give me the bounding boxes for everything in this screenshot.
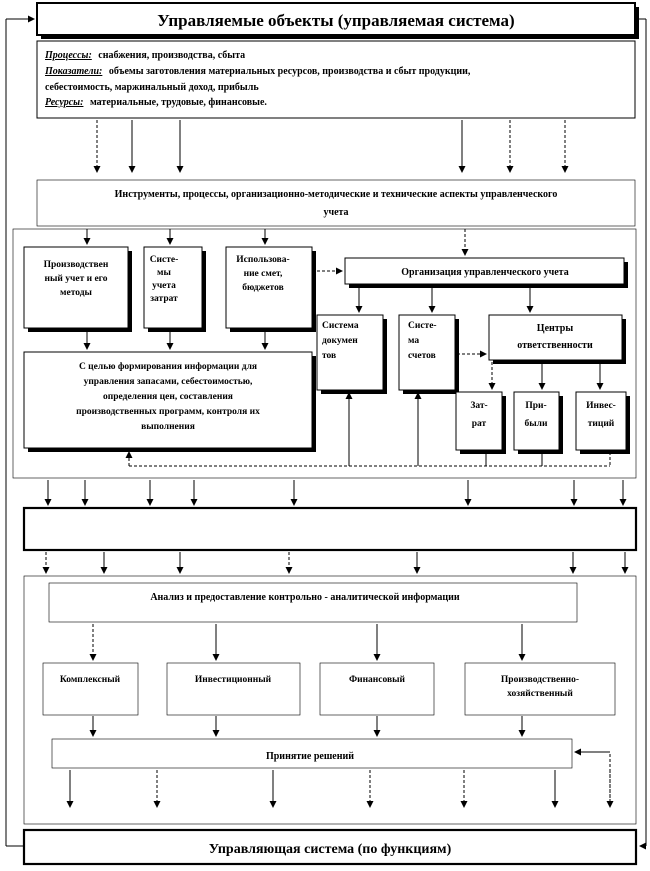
financial-analysis-label: Финансовый <box>348 675 406 685</box>
budgets-line-1: Использова- <box>236 255 290 265</box>
cost-systems-line-4: затрат <box>150 294 178 304</box>
responsibility-centers-line-2: ответственности <box>517 340 593 351</box>
purpose-line-5: выполнения <box>141 422 195 432</box>
indicators-label: Показатели: <box>45 66 103 77</box>
resources-text: материальные, трудовые, финансовые. <box>89 97 267 108</box>
cost-systems-line-3: учета <box>152 281 176 291</box>
cost-systems-line-1: Систе- <box>149 255 179 265</box>
document-system-line-3: тов <box>322 351 337 361</box>
managed-objects-title: Управляемые объекты (управляемая система) <box>157 11 515 30</box>
indicators-text-1: объемы заготовления материальных ресурсов, производства и сбыт продукции, <box>108 66 471 77</box>
profit-center-line-1: При- <box>525 401 547 411</box>
accounts-system-line-1: Систе- <box>408 321 437 331</box>
accounts-system-line-3: счетов <box>408 351 436 361</box>
purpose-line-2: управления запасами, себестоимостью, <box>83 377 253 387</box>
cost-systems-line-2: мы <box>157 268 171 278</box>
indicators-text-2: себестоимость, маржинальный доход, прибыль <box>45 82 259 93</box>
financial-analysis-box <box>320 663 434 715</box>
complex-analysis-label: Комплексный <box>59 675 121 685</box>
complex-analysis-box <box>43 663 138 715</box>
purpose-line-4: производственных программ, контроля их <box>76 407 260 417</box>
budgets-line-3: бюджетов <box>242 283 284 293</box>
accounts-system-line-2: ма <box>408 336 420 346</box>
purpose-line-3: определения цен, составления <box>103 392 233 402</box>
investment-center-line-1: Инвес- <box>586 401 616 411</box>
purpose-line-1: С целью формирования информации для <box>78 362 258 372</box>
processes-text: снабжения, производства, сбыта <box>98 50 246 61</box>
investment-analysis-box <box>167 663 300 715</box>
investment-center-line-2: тиций <box>587 419 615 429</box>
production-accounting-line-1: Производствен <box>43 260 109 270</box>
production-accounting-line-3: методы <box>60 288 92 298</box>
investment-analysis-label: Инвестиционный <box>194 675 272 685</box>
indicators-line <box>44 66 471 77</box>
profit-center-line-2: были <box>524 419 548 429</box>
resources-line <box>45 97 267 108</box>
tools-line-1: Инструменты, процессы, организационно-методические и технические аспекты управленческого <box>114 189 558 200</box>
managing-system-title: Управляющая система (по функциям) <box>208 842 452 857</box>
analysis-label: Анализ и предоставление контрольно - аналитической информации <box>150 592 460 603</box>
production-analysis-line-2: хозяйственный <box>507 689 573 699</box>
processes-label: Процессы: <box>45 50 92 61</box>
responsibility-centers-line-1: Центры <box>536 323 574 334</box>
org-management-accounting-label: Организация управленческого учета <box>401 267 569 278</box>
accounting-info-box <box>24 508 636 550</box>
tools-box <box>37 180 635 226</box>
budgets-line-2: ние смет, <box>243 269 283 279</box>
production-accounting-line-2: ный учет и его <box>44 274 108 284</box>
cost-center-line-1: Зат- <box>470 401 488 411</box>
responsibility-centers-box <box>489 315 622 360</box>
decisions-label: Принятие решений <box>265 751 355 762</box>
cost-center-line-2: рат <box>471 419 487 429</box>
production-analysis-line-1: Производственно- <box>500 675 580 685</box>
document-system-line-2: докумен <box>322 336 358 346</box>
tools-line-2: учета <box>323 207 349 218</box>
resources-label: Ресурсы: <box>45 97 84 108</box>
document-system-line-1: Система <box>322 321 359 331</box>
processes-line <box>44 50 245 61</box>
